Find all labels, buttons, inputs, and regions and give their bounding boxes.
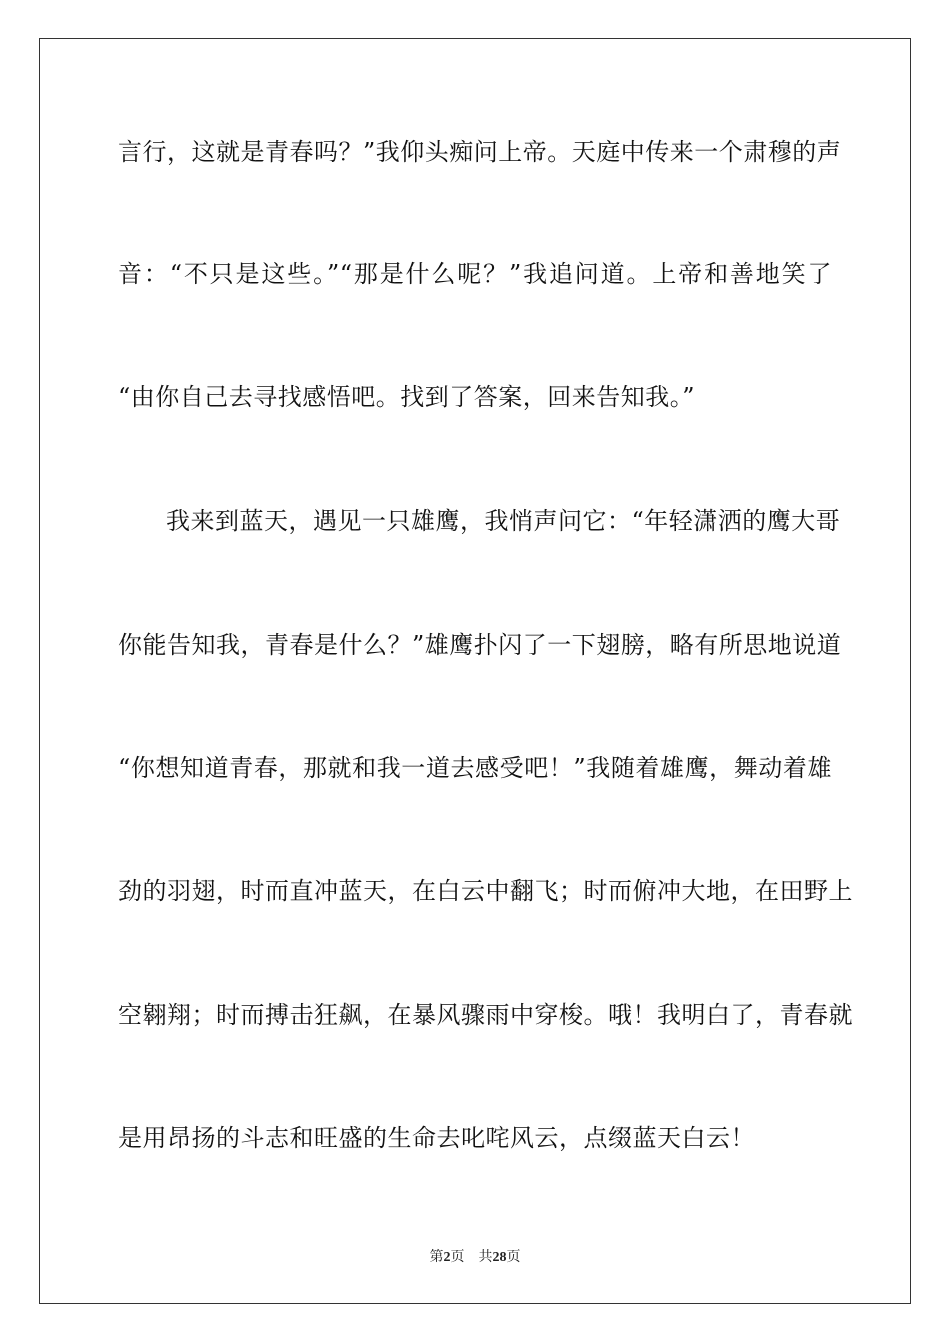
text-line-9: 是用昂扬的斗志和旺盛的生命去叱咤风云，点缀蓝天白云！ xyxy=(118,1124,755,1152)
total-pages-number: 28 xyxy=(492,1250,507,1265)
text-line-1: 言行，这就是青春吗？”我仰头痴问上帝。天庭中传来一个肃穆的声 xyxy=(118,138,842,166)
text-line-8: 空翱翔；时而搏击狂飙，在暴风骤雨中穿梭。哦！我明白了，青春就 xyxy=(118,1001,853,1029)
page-footer xyxy=(0,1248,950,1267)
page-number-prefix: 第 xyxy=(429,1249,444,1265)
text-line-6: “你想知道青春，那就和我一道去感受吧！”我随着雄鹰，舞动着雄 xyxy=(118,754,832,782)
page-border xyxy=(39,38,911,1304)
page-number-unit: 页 xyxy=(450,1249,465,1265)
text-line-3: “由你自己去寻找感悟吧。找到了答案，回来告知我。” xyxy=(118,383,696,411)
current-page-number: 2 xyxy=(443,1250,451,1265)
text-line-5: 你能告知我，青春是什么？”雄鹰扑闪了一下翅膀，略有所思地说道 xyxy=(118,631,842,659)
text-line-2: 音：“不只是这些。”“那是什么呢？”我追问道。上帝和善地笑了 xyxy=(118,260,832,288)
total-pages-unit: 页 xyxy=(506,1249,521,1265)
text-line-7: 劲的羽翅，时而直冲蓝天，在白云中翻飞；时而俯冲大地，在田野上 xyxy=(118,877,853,905)
total-pages-prefix: 共 xyxy=(478,1249,493,1265)
text-line-4: 我来到蓝天，遇见一只雄鹰，我悄声问它：“年轻潇洒的鹰大哥 xyxy=(166,507,841,535)
